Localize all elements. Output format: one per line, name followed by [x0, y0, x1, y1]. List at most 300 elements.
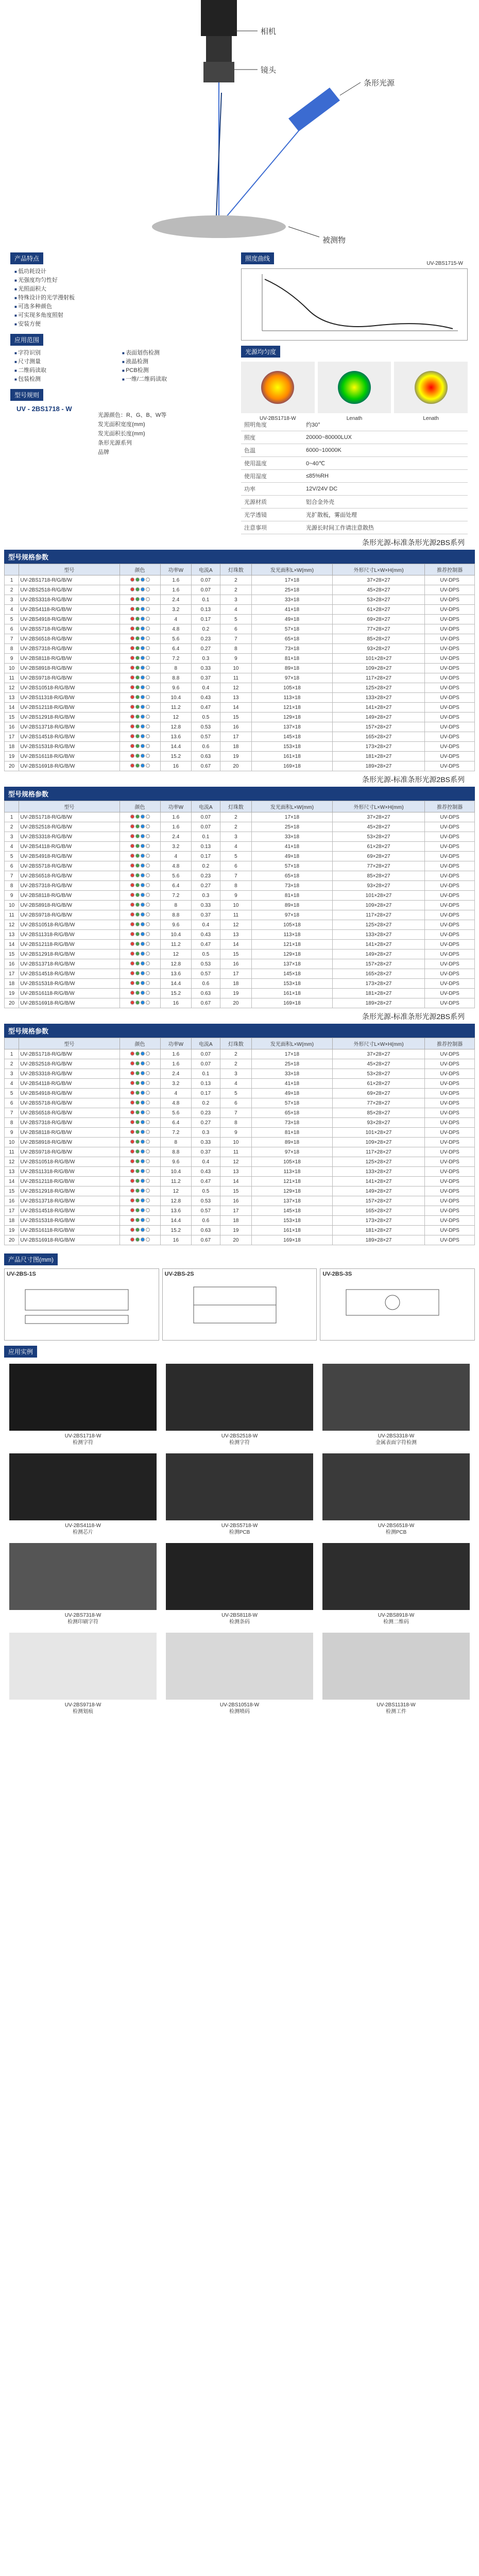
table-cell: 0.5	[192, 950, 220, 959]
table-cell: 0.13	[192, 842, 220, 852]
table-cell: 0.3	[192, 654, 220, 664]
color-dot-icon	[130, 1179, 134, 1183]
gallery-image	[9, 1453, 157, 1520]
table-cell: 6	[5, 1098, 19, 1108]
table-row	[5, 1177, 475, 1187]
table-cell: UV-DPS	[425, 969, 475, 979]
table-cell: 14	[220, 703, 251, 713]
table-cell: 16	[160, 998, 192, 1008]
color-dot-icon	[146, 1001, 150, 1005]
table-cell: UV-DPS	[425, 654, 475, 664]
table-cell: 0.67	[192, 998, 220, 1008]
table-cell: UV-2BS6518-R/G/B/W	[19, 871, 119, 881]
color-dot-icon	[141, 912, 145, 917]
color-dot-icon	[141, 1208, 145, 1212]
table-cell: 125×28×27	[332, 920, 425, 930]
gallery-caption: UV-2BS9718-W 检测划痕	[64, 1702, 101, 1715]
table-cell	[119, 1089, 160, 1098]
table-cell: 17	[5, 1206, 19, 1216]
table-cell: 0.13	[192, 605, 220, 615]
table-cell: 0.37	[192, 910, 220, 920]
spec-value: 光扩散板，雾面处理	[303, 509, 468, 521]
table-cell: 0.57	[192, 969, 220, 979]
table-header	[5, 564, 19, 575]
table-cell: 129×18	[252, 950, 333, 959]
table-cell: 11	[5, 1147, 19, 1157]
color-dot-icon	[141, 903, 145, 907]
color-dot-icon	[141, 942, 145, 946]
color-dot-icon	[130, 607, 134, 611]
table-cell: 161×18	[252, 752, 333, 761]
table-cell: UV-DPS	[425, 1059, 475, 1069]
color-dot-icon	[146, 578, 150, 582]
color-dot-icon	[135, 1179, 140, 1183]
color-dot-icon	[146, 764, 150, 768]
table-row	[5, 950, 475, 959]
table-cell: 169×18	[252, 761, 333, 771]
color-dot-icon	[141, 922, 145, 926]
table-cell: 1.6	[160, 1059, 192, 1069]
table-cell	[119, 1108, 160, 1118]
table-cell: 14	[5, 940, 19, 950]
color-dot-icon	[130, 893, 134, 897]
table-cell: 13	[220, 693, 251, 703]
table-cell: 69×28×27	[332, 1089, 425, 1098]
table-cell: 137×18	[252, 1196, 333, 1206]
table-cell: 0.63	[192, 989, 220, 998]
table-cell: 0.17	[192, 615, 220, 624]
table-cell: 0.63	[192, 1226, 220, 1235]
table-cell: 19	[220, 989, 251, 998]
spec-table	[241, 418, 468, 534]
table-cell: 7.2	[160, 1128, 192, 1138]
table-row	[5, 575, 475, 585]
color-dot-icon	[135, 883, 140, 887]
color-dot-icon	[135, 1120, 140, 1124]
color-dot-icon	[141, 1189, 145, 1193]
table-cell: 10	[5, 664, 19, 673]
table-cell: 0.6	[192, 742, 220, 752]
feature-item: ■ 低功耗设计	[14, 267, 230, 276]
table-row	[5, 742, 475, 752]
table-cell: 0.47	[192, 940, 220, 950]
color-dot-icon	[135, 715, 140, 719]
apps-list	[10, 346, 232, 384]
table-cell: UV-2BS8118-R/G/B/W	[19, 891, 119, 901]
footer	[0, 1721, 479, 1737]
color-dot-icon	[135, 626, 140, 631]
table-cell: 0.07	[192, 585, 220, 595]
color-dot-icon	[130, 844, 134, 848]
color-dot-icon	[130, 587, 134, 591]
table-cell: 17	[5, 732, 19, 742]
table-cell: UV-2BS12918-R/G/B/W	[19, 950, 119, 959]
color-dot-icon	[135, 1140, 140, 1144]
table-cell: 20	[220, 761, 251, 771]
gallery-image	[322, 1453, 470, 1520]
gallery-caption: UV-2BS6518-W 检测PCB	[378, 1523, 415, 1535]
table-row	[5, 1118, 475, 1128]
color-dot-icon	[135, 656, 140, 660]
table-cell: 129×18	[252, 713, 333, 722]
table-cell: 18	[5, 979, 19, 989]
table-cell: 0.33	[192, 1138, 220, 1147]
color-dot-icon	[141, 1218, 145, 1222]
color-dot-icon	[146, 991, 150, 995]
table-cell: UV-DPS	[425, 664, 475, 673]
table-cell: 89×18	[252, 1138, 333, 1147]
table-cell: UV-2BS7318-R/G/B/W	[19, 644, 119, 654]
table-cell: 11	[220, 910, 251, 920]
spectrum-row	[241, 362, 468, 421]
table-cell	[119, 1049, 160, 1059]
color-dot-icon	[141, 754, 145, 758]
table-cell: 12	[220, 683, 251, 693]
table-cell: 69×28×27	[332, 852, 425, 861]
table-cell: 2.4	[160, 832, 192, 842]
app-item: ■ 液晶检测	[122, 358, 230, 366]
table-cell: 13.6	[160, 969, 192, 979]
color-dot-icon	[135, 1218, 140, 1222]
color-dot-icon	[130, 873, 134, 877]
table-cell: UV-2BS16918-R/G/B/W	[19, 761, 119, 771]
table-cell: 157×28×27	[332, 959, 425, 969]
table-cell: 8.8	[160, 910, 192, 920]
table-cell: 20	[220, 998, 251, 1008]
table-row	[5, 910, 475, 920]
table-cell: 97×18	[252, 910, 333, 920]
table-header: 型号	[19, 564, 119, 575]
color-dot-icon	[130, 912, 134, 917]
table-cell	[119, 1128, 160, 1138]
table-cell: UV-2BS8118-R/G/B/W	[19, 1128, 119, 1138]
table-cell	[119, 959, 160, 969]
color-dot-icon	[146, 1140, 150, 1144]
gallery-caption: UV-2BS11318-W 检测工件	[377, 1702, 416, 1715]
color-dot-icon	[146, 1130, 150, 1134]
table-cell: UV-2BS1718-R/G/B/W	[19, 1049, 119, 1059]
table-cell	[119, 969, 160, 979]
spectrum-card	[318, 362, 391, 421]
table-cell: 169×18	[252, 998, 333, 1008]
table-cell: UV-2BS16918-R/G/B/W	[19, 1235, 119, 1245]
table-cell: UV-DPS	[425, 891, 475, 901]
color-dot-icon	[141, 1169, 145, 1173]
table-cell: 9.6	[160, 920, 192, 930]
table-cell: 15	[5, 1187, 19, 1196]
table-cell: 18	[220, 742, 251, 752]
color-dot-icon	[146, 685, 150, 689]
table-cell: UV-2BS14518-R/G/B/W	[19, 969, 119, 979]
table-cell: UV-DPS	[425, 742, 475, 752]
table-cell: 1.6	[160, 585, 192, 595]
gallery-caption: UV-2BS8918-W 检测二维码	[378, 1613, 415, 1625]
dimension-drawing	[320, 1279, 465, 1331]
color-dot-icon	[135, 1169, 140, 1173]
gallery-item	[322, 1453, 470, 1536]
table-cell: 93×28×27	[332, 1118, 425, 1128]
table-cell	[119, 644, 160, 654]
app-item: ■ 二维码读取	[14, 366, 122, 375]
table-cell	[119, 1118, 160, 1128]
color-dot-icon	[146, 626, 150, 631]
table-cell: 0.6	[192, 979, 220, 989]
table-cell: 0.4	[192, 683, 220, 693]
table-cell: UV-2BS7318-R/G/B/W	[19, 1118, 119, 1128]
color-dot-icon	[135, 1001, 140, 1005]
table-cell: 5	[5, 1089, 19, 1098]
color-dot-icon	[146, 1100, 150, 1105]
feature-item: ■ 特殊设计的光学漫射板	[14, 294, 230, 302]
table-cell: 109×28×27	[332, 901, 425, 910]
table-cell: 0.27	[192, 644, 220, 654]
table-cell: 0.33	[192, 664, 220, 673]
table-cell	[119, 1098, 160, 1108]
table-cell: UV-DPS	[425, 910, 475, 920]
section-banner: 条形光源-标准条形光源2BS系列	[362, 538, 465, 547]
color-dot-icon	[130, 705, 134, 709]
color-dot-icon	[141, 1001, 145, 1005]
table-cell: 0.67	[192, 1235, 220, 1245]
table-cell: 0.33	[192, 901, 220, 910]
color-dot-icon	[130, 1189, 134, 1193]
gallery-title: 应用实例	[4, 1346, 37, 1358]
table-cell: UV-2BS2518-R/G/B/W	[19, 585, 119, 595]
table-cell: 117×28×27	[332, 673, 425, 683]
table-cell: 13.6	[160, 1206, 192, 1216]
table-row	[5, 1206, 475, 1216]
spec-value: 6000~10000K	[303, 444, 468, 457]
table-cell: 157×28×27	[332, 1196, 425, 1206]
table-cell: 165×28×27	[332, 1206, 425, 1216]
table-cell: 2	[5, 822, 19, 832]
color-dot-icon	[141, 824, 145, 828]
color-dot-icon	[141, 815, 145, 819]
model-rules	[10, 411, 232, 457]
table-cell: 9	[220, 1128, 251, 1138]
table-cell: 89×18	[252, 664, 333, 673]
table-cell: 2	[220, 585, 251, 595]
table-cell: 19	[220, 752, 251, 761]
table-cell: UV-DPS	[425, 1196, 475, 1206]
table-cell: 9.6	[160, 683, 192, 693]
color-dot-icon	[141, 844, 145, 848]
table-cell: 173×28×27	[332, 742, 425, 752]
table-cell	[119, 1069, 160, 1079]
table-cell: UV-DPS	[425, 634, 475, 644]
color-dot-icon	[146, 715, 150, 719]
table-row	[5, 1157, 475, 1167]
gallery-item	[166, 1633, 313, 1715]
table-cell: UV-2BS13718-R/G/B/W	[19, 722, 119, 732]
color-dot-icon	[146, 863, 150, 868]
table-cell: UV-DPS	[425, 605, 475, 615]
color-dot-icon	[146, 952, 150, 956]
table-cell: 20	[220, 1235, 251, 1245]
table-cell: UV-2BS9718-R/G/B/W	[19, 910, 119, 920]
table-header: 颜色	[119, 564, 160, 575]
color-dot-icon	[135, 754, 140, 758]
spec-row	[241, 509, 468, 521]
table-cell: UV-2BS3318-R/G/B/W	[19, 595, 119, 605]
color-dot-icon	[141, 607, 145, 611]
table-cell: 3	[5, 1069, 19, 1079]
color-dot-icon	[135, 1061, 140, 1065]
table-cell: 3	[220, 595, 251, 605]
table-cell	[119, 861, 160, 871]
table-cell: 121×18	[252, 703, 333, 713]
app-item: ■ 字符识别	[14, 349, 122, 358]
table-row	[5, 1049, 475, 1059]
table-cell: UV-2BS3318-R/G/B/W	[19, 1069, 119, 1079]
color-dot-icon	[135, 1052, 140, 1056]
table-cell	[119, 585, 160, 595]
table-cell: 6	[220, 624, 251, 634]
table-cell: 0.27	[192, 1118, 220, 1128]
table-cell	[119, 1147, 160, 1157]
table-cell: 133×28×27	[332, 930, 425, 940]
color-dot-icon	[130, 961, 134, 965]
color-dot-icon	[146, 1110, 150, 1114]
table-cell: 0.53	[192, 722, 220, 732]
spectrum-card	[241, 362, 315, 421]
table-cell: 85×28×27	[332, 871, 425, 881]
color-dot-icon	[146, 754, 150, 758]
table-cell: UV-2BS12118-R/G/B/W	[19, 1177, 119, 1187]
table-row	[5, 920, 475, 930]
table-cell: 15	[220, 1187, 251, 1196]
table-cell	[119, 998, 160, 1008]
table-cell: 11.2	[160, 1177, 192, 1187]
table-cell: UV-DPS	[425, 1108, 475, 1118]
color-dot-icon	[146, 1052, 150, 1056]
table-cell: 5.6	[160, 871, 192, 881]
rule-item: 条形光源系列	[98, 440, 132, 446]
table-cell: 6.4	[160, 1118, 192, 1128]
color-dot-icon	[130, 754, 134, 758]
table-row	[5, 1187, 475, 1196]
table-row	[5, 1147, 475, 1157]
dimension-drawing	[163, 1279, 307, 1331]
app-item: ■ 一维/二维码读取	[122, 375, 230, 384]
table-cell: UV-2BS14518-R/G/B/W	[19, 732, 119, 742]
table-cell: 37×28×27	[332, 812, 425, 822]
table-cell	[119, 1226, 160, 1235]
color-dot-icon	[141, 1081, 145, 1085]
color-dot-icon	[146, 912, 150, 917]
color-dot-icon	[135, 1189, 140, 1193]
spec-value: 20000~80000LUX	[303, 431, 468, 444]
table-cell: 37×28×27	[332, 1049, 425, 1059]
color-dot-icon	[130, 1208, 134, 1212]
gallery-image	[166, 1364, 313, 1431]
illuminance-curve	[242, 269, 467, 340]
table-cell: 0.27	[192, 881, 220, 891]
table-cell: UV-DPS	[425, 871, 475, 881]
table-cell: 17	[220, 1206, 251, 1216]
table-cell: 13	[5, 930, 19, 940]
table-cell: 18	[220, 1216, 251, 1226]
table-cell: 33×18	[252, 832, 333, 842]
color-dot-icon	[141, 1052, 145, 1056]
table-cell: 3	[220, 1069, 251, 1079]
table-cell: UV-DPS	[425, 1069, 475, 1079]
model-title: 型号规则	[10, 389, 43, 401]
model-table	[4, 564, 475, 771]
table-cell: 10	[5, 1138, 19, 1147]
table-cell: UV-DPS	[425, 979, 475, 989]
table-cell: 141×28×27	[332, 703, 425, 713]
table-cell: 12.8	[160, 1196, 192, 1206]
dimension-drawing	[5, 1279, 149, 1331]
color-dot-icon	[141, 1110, 145, 1114]
color-dot-icon	[130, 854, 134, 858]
table-cell: 4	[5, 842, 19, 852]
color-dot-icon	[130, 1091, 134, 1095]
table-row	[5, 1059, 475, 1069]
table-row	[5, 683, 475, 693]
table-cell: 121×18	[252, 940, 333, 950]
table-cell: 133×28×27	[332, 693, 425, 703]
color-dot-icon	[141, 656, 145, 660]
gallery-grid	[0, 1358, 479, 1721]
color-dot-icon	[130, 1238, 134, 1242]
table-cell	[119, 940, 160, 950]
table-cell: 16	[220, 1196, 251, 1206]
table-cell: UV-2BS16118-R/G/B/W	[19, 989, 119, 998]
table-cell: 14	[5, 1177, 19, 1187]
table-cell: 189×28×27	[332, 998, 425, 1008]
table-cell: 3.2	[160, 605, 192, 615]
table-cell: 16	[5, 1196, 19, 1206]
table-cell: 49×18	[252, 615, 333, 624]
color-dot-icon	[135, 922, 140, 926]
table-cell: UV-2BS4118-R/G/B/W	[19, 842, 119, 852]
gallery-item	[322, 1364, 470, 1446]
table-cell: UV-2BS3318-R/G/B/W	[19, 832, 119, 842]
color-dot-icon	[146, 1149, 150, 1154]
color-dot-icon	[146, 893, 150, 897]
table-cell: 12	[220, 1157, 251, 1167]
color-dot-icon	[135, 695, 140, 699]
table-cell: 17	[220, 969, 251, 979]
table-cell: 10	[220, 1138, 251, 1147]
table-cell: UV-DPS	[425, 1138, 475, 1147]
color-dot-icon	[146, 1071, 150, 1075]
gallery-caption: UV-2BS7318-W 检测印刷字符	[64, 1613, 101, 1625]
table-cell: UV-DPS	[425, 1118, 475, 1128]
table-cell: 161×18	[252, 1226, 333, 1235]
table-cell: 0.23	[192, 1108, 220, 1118]
color-dot-icon	[130, 1071, 134, 1075]
feature-item: ■ 光照面积大	[14, 285, 230, 294]
table-cell: 5	[5, 615, 19, 624]
table-cell: UV-2BS16918-R/G/B/W	[19, 998, 119, 1008]
table-cell: 18	[5, 742, 19, 752]
color-dot-icon	[146, 824, 150, 828]
color-dot-icon	[141, 1198, 145, 1202]
table-cell: 137×18	[252, 722, 333, 732]
table-cell: UV-DPS	[425, 1079, 475, 1089]
gallery-caption: UV-2BS4118-W 检测芯片	[65, 1523, 101, 1535]
table-header: 功率W	[160, 801, 192, 812]
table-cell: 97×18	[252, 673, 333, 683]
table-cell: UV-2BS9718-R/G/B/W	[19, 673, 119, 683]
color-dot-icon	[135, 675, 140, 680]
label-camera: 相机	[261, 27, 277, 36]
gallery-caption: UV-2BS5718-W 检测PCB	[221, 1523, 258, 1535]
table-cell: 113×18	[252, 930, 333, 940]
